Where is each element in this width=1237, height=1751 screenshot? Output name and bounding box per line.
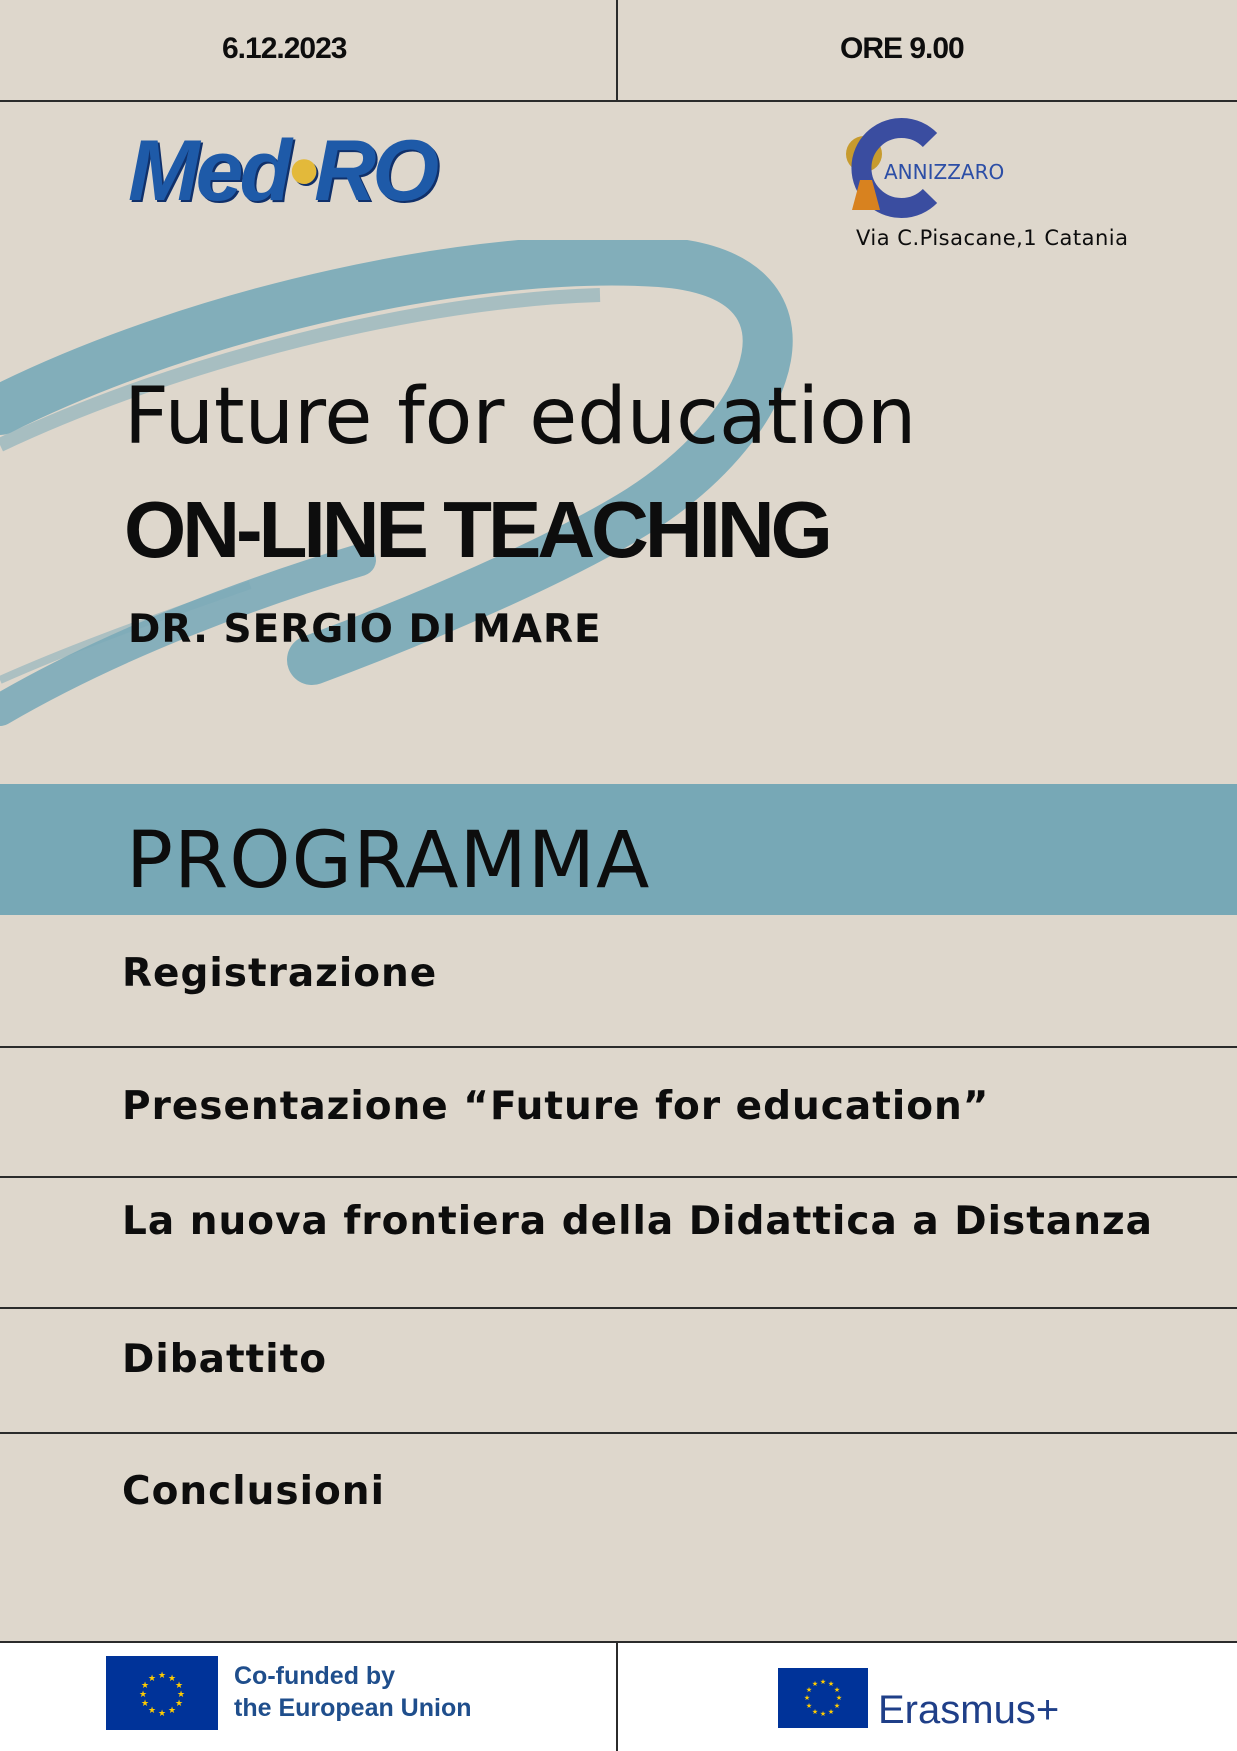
medoro-logo-dove-icon: • [288, 123, 315, 219]
medoro-logo [128, 123, 436, 219]
svg-text:★: ★ [140, 1681, 150, 1691]
school-address: Via C.Pisacane,1 Catania [856, 226, 1129, 250]
svg-text:★: ★ [805, 1686, 813, 1694]
eu-cofunded-line1: Co-funded by [234, 1662, 396, 1690]
svg-text:★: ★ [805, 1702, 813, 1710]
svg-text:★: ★ [833, 1686, 841, 1694]
svg-text:★: ★ [827, 1680, 835, 1688]
svg-text:★: ★ [147, 1706, 157, 1716]
medoro-logo-text-med: Med [128, 123, 288, 219]
program-item: Presentazione “Future for education” [122, 1084, 990, 1129]
eu-cofunded-line2: the European Union [234, 1694, 472, 1722]
svg-text:★: ★ [140, 1699, 150, 1709]
svg-text:★: ★ [147, 1674, 157, 1684]
eu-stars-icon [106, 1656, 218, 1730]
svg-text:★: ★ [827, 1708, 835, 1716]
program-item: Conclusioni [122, 1469, 385, 1514]
program-divider [0, 1432, 1237, 1434]
svg-text:★: ★ [835, 1694, 843, 1702]
svg-text:★: ★ [833, 1702, 841, 1710]
header-divider [616, 0, 618, 101]
program-heading: PROGRAMMA [126, 816, 651, 906]
svg-text:★: ★ [174, 1699, 184, 1709]
svg-text:★: ★ [176, 1690, 186, 1700]
svg-text:★: ★ [157, 1671, 167, 1681]
cannizzaro-logo-text: ANNIZZARO [884, 160, 1005, 184]
svg-text:★: ★ [811, 1708, 819, 1716]
event-time: ORE 9.00 [840, 32, 964, 65]
program-divider [0, 1176, 1237, 1178]
eu-flag-icon [106, 1656, 218, 1730]
program-item: Registrazione [122, 951, 438, 996]
erasmus-plus-logo: Erasmus+ [878, 1688, 1060, 1732]
svg-text:★: ★ [819, 1710, 827, 1718]
medoro-logo-text-ro: RO [314, 123, 436, 219]
event-subtitle: ON-LINE TEACHING [124, 485, 829, 574]
svg-text:★: ★ [167, 1706, 177, 1716]
erasmus-stars-icon [778, 1668, 868, 1728]
speaker-name: DR. SERGIO DI MARE [128, 607, 602, 652]
footer-divider [616, 1642, 618, 1751]
svg-text:★: ★ [174, 1681, 184, 1691]
svg-text:★: ★ [819, 1678, 827, 1686]
header-rule [0, 100, 1237, 102]
program-divider [0, 1307, 1237, 1309]
event-title: Future for education [124, 372, 917, 462]
svg-text:★: ★ [138, 1690, 148, 1700]
event-date: 6.12.2023 [222, 32, 347, 65]
svg-text:★: ★ [811, 1680, 819, 1688]
program-divider [0, 1046, 1237, 1048]
svg-text:★: ★ [157, 1709, 167, 1719]
footer-rule [0, 1641, 1237, 1643]
erasmus-flag-icon [778, 1668, 868, 1728]
program-item: Dibattito [122, 1337, 328, 1382]
program-item: La nuova frontiera della Didattica a Distanza [122, 1199, 1153, 1244]
svg-text:★: ★ [167, 1674, 177, 1684]
svg-text:★: ★ [803, 1694, 811, 1702]
